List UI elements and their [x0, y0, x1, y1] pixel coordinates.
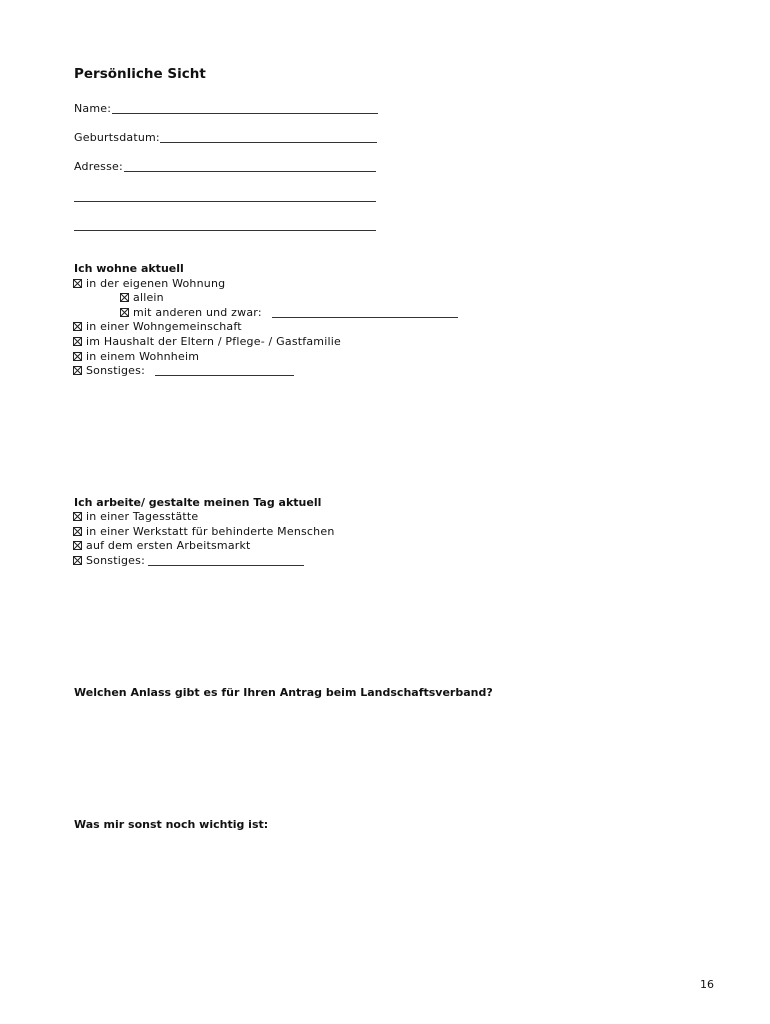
checkbox-checked-icon[interactable] — [120, 308, 129, 317]
section-heading-anlass: Welchen Anlass gibt es für Ihren Antrag beim Landschaftsverband? — [74, 686, 493, 699]
option-sonstiges-wohnen[interactable] — [73, 364, 145, 378]
option-label: Sonstiges: — [86, 364, 145, 377]
checkbox-checked-icon[interactable] — [73, 352, 82, 361]
sonstiges-arbeit-field[interactable] — [148, 565, 304, 566]
checkbox-checked-icon[interactable] — [73, 337, 82, 346]
sonstiges-wohnen-field[interactable] — [155, 375, 294, 376]
page-number: 16 — [700, 978, 714, 991]
option-allein[interactable] — [120, 291, 164, 305]
option-label: im Haushalt der Eltern / Pflege- / Gastfamilie — [86, 335, 341, 348]
option-label: mit anderen und zwar: — [133, 306, 262, 319]
checkbox-checked-icon[interactable] — [73, 322, 82, 331]
section-heading-wichtig: Was mir sonst noch wichtig ist: — [74, 818, 269, 831]
option-wohngemeinschaft[interactable] — [73, 320, 242, 334]
option-werkstatt[interactable] — [73, 525, 335, 539]
option-label: in einer Tagesstätte — [86, 510, 199, 523]
option-label: in einer Wohngemeinschaft — [86, 320, 242, 333]
name-field[interactable] — [112, 113, 378, 114]
checkbox-checked-icon[interactable] — [73, 279, 82, 288]
option-label: in der eigenen Wohnung — [86, 277, 226, 290]
birthdate-field[interactable] — [160, 142, 377, 143]
option-wohnheim[interactable] — [73, 350, 199, 364]
checkbox-checked-icon[interactable] — [73, 527, 82, 536]
checkbox-checked-icon[interactable] — [73, 512, 82, 521]
option-sonstiges-arbeit[interactable] — [73, 554, 145, 568]
page-title: Persönliche Sicht — [74, 66, 206, 82]
address-field-line-1[interactable] — [124, 171, 376, 172]
option-label: allein — [133, 291, 164, 304]
address-field-line-2[interactable] — [74, 201, 376, 202]
option-haushalt-eltern[interactable] — [73, 335, 341, 349]
name-label: Name: — [74, 102, 112, 115]
option-mit-anderen[interactable] — [120, 306, 262, 320]
section-heading-arbeit: Ich arbeite/ gestalte meinen Tag aktuell — [74, 496, 322, 509]
section-heading-wohnen: Ich wohne aktuell — [74, 262, 184, 275]
address-field-line-3[interactable] — [74, 230, 376, 231]
option-label: in einem Wohnheim — [86, 350, 200, 363]
checkbox-checked-icon[interactable] — [120, 293, 129, 302]
option-label: auf dem ersten Arbeitsmarkt — [86, 539, 251, 552]
mit-anderen-field[interactable] — [272, 317, 458, 318]
option-label: Sonstiges: — [86, 554, 145, 567]
birthdate-label: Geburtsdatum: — [74, 131, 160, 144]
option-label: in einer Werkstatt für behinderte Menschen — [86, 525, 335, 538]
option-eigene-wohnung[interactable] — [73, 277, 225, 291]
checkbox-checked-icon[interactable] — [73, 366, 82, 375]
checkbox-checked-icon[interactable] — [73, 541, 82, 550]
option-erster-arbeitsmarkt[interactable] — [73, 539, 251, 553]
checkbox-checked-icon[interactable] — [73, 556, 82, 565]
address-label: Adresse: — [74, 160, 123, 173]
option-tagesstaette[interactable] — [73, 510, 198, 524]
